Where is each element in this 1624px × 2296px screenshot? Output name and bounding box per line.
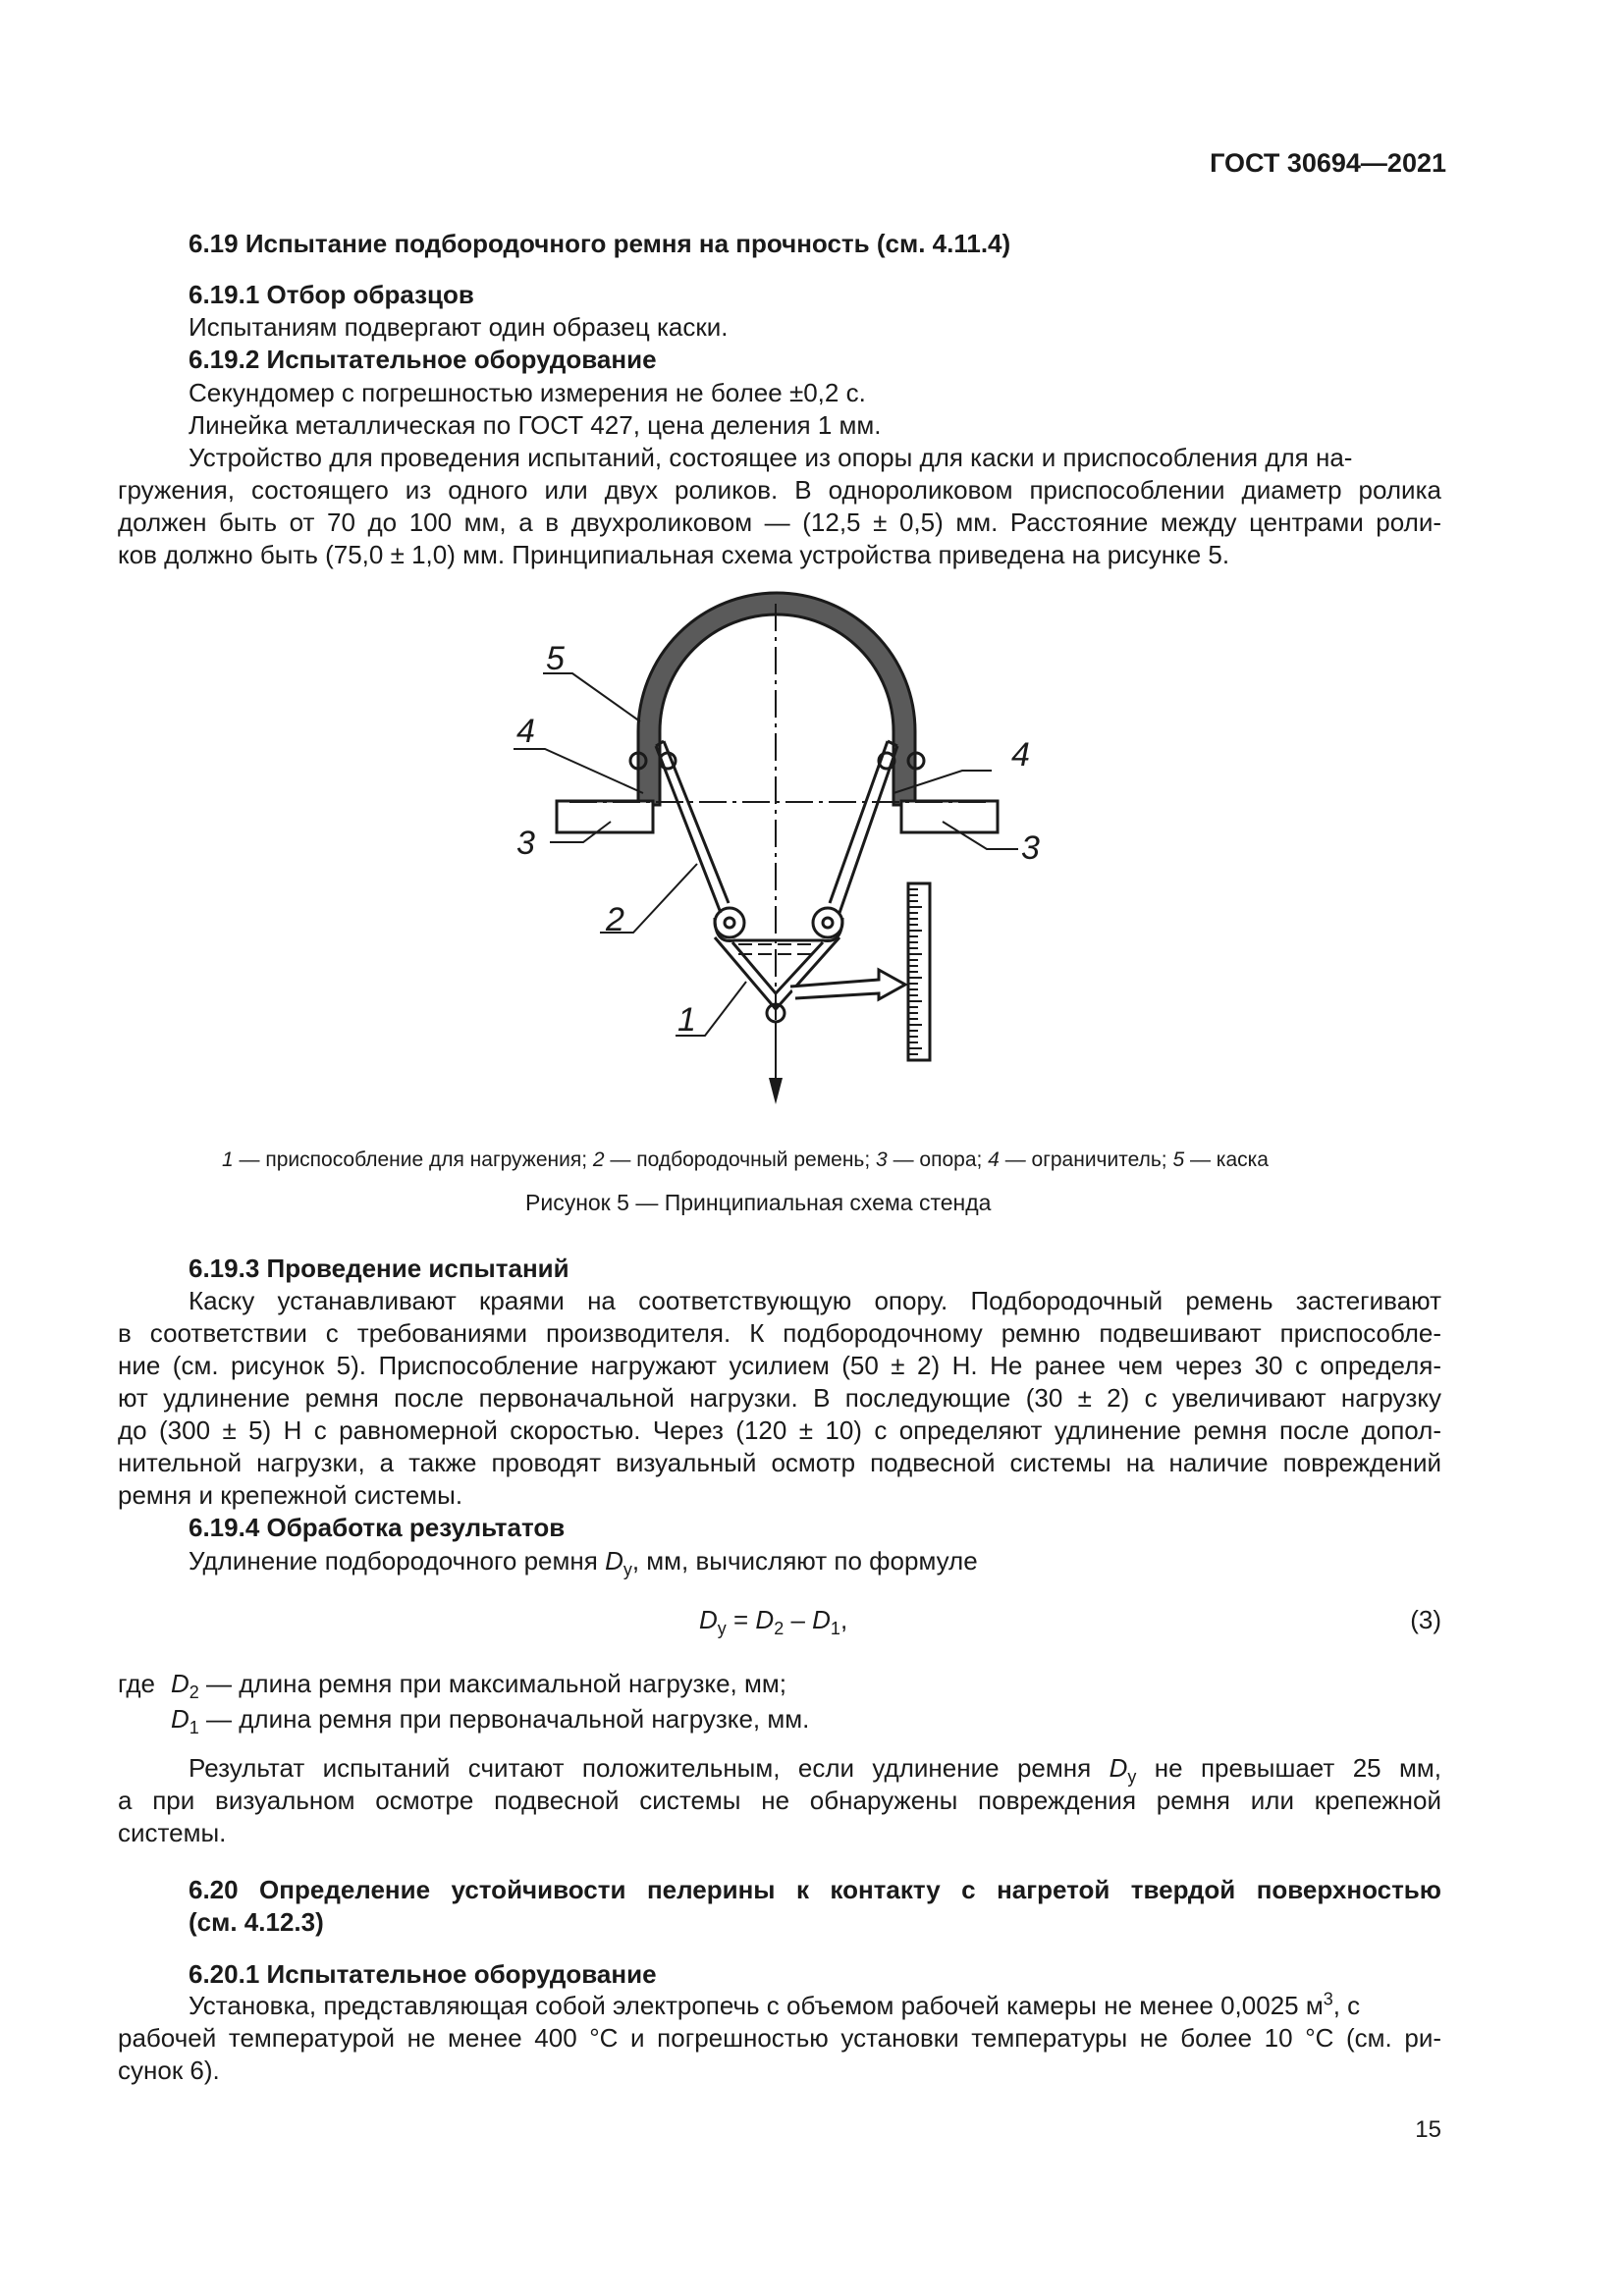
device-paragraph-line: Устройство для проведения испытаний, состоящее из опоры для каски и приспособления для на- (189, 443, 1353, 472)
procedure-line: ние (см. рисунок 5). Приспособление нагружают усилием (50 ± 2) Н. Не ранее чем через 30 с определя- (118, 1351, 1441, 1380)
section-6-19-title: 6.19 Испытание подбородочного ремня на прочность (см. 4.11.4) (189, 229, 1011, 258)
procedure-line: до (300 ± 5) Н с равномерной скоростью. Через (120 ± 10) с определяют удлинение ремня после допол- (118, 1415, 1441, 1445)
page-number: 15 (1415, 2116, 1441, 2143)
device-paragraph-line: гружения, состоящего из одного или двух роликов. В однороликовом приспособлении диаметр ролика (118, 475, 1441, 505)
procedure-line: в соответствии с требованиями производителя. К подбородочному ремню подвешивают приспособле- (118, 1318, 1441, 1348)
support-right (901, 801, 998, 832)
section-6-20-title: 6.20 Определение устойчивости пелерины к контакту с нагретой твердой поверхностью (189, 1875, 1441, 1904)
roller-left (715, 908, 744, 937)
where-label: где (118, 1669, 155, 1698)
equation-number: (3) (1410, 1605, 1441, 1634)
label-4-left: 4 (516, 713, 535, 750)
label-4-right: 4 (1011, 736, 1030, 774)
section-6-19-1-text: Испытаниям подвергают один образец каски. (189, 312, 729, 342)
label-2: 2 (606, 901, 624, 938)
equipment-line: сунок 6). (118, 2056, 220, 2085)
chin-strap-left (656, 741, 729, 913)
device-paragraph-line: должен быть от 70 до 100 мм, а в двухроликовом — (12,5 ± 0,5) мм. Расстояние между центрами роли- (118, 507, 1441, 537)
equipment-line: Установка, представляющая собой электропечь с объемом рабочей камеры не менее 0,0025 $м^3$, с (189, 1989, 1361, 2020)
roller-right (813, 908, 842, 937)
section-6-20-title-cont: (см. 4.12.3) (189, 1907, 324, 1937)
definition-d2: $D_2$ — длина ремня при максимальной нагрузке, мм; (171, 1669, 786, 1703)
load-arrow (769, 1078, 783, 1104)
equipment-line: рабочей температурой не менее 400 °С и погрешностью установки температуры не более 10 °С (см. ри- (118, 2023, 1441, 2053)
procedure-line: ремня и крепежной системы. (118, 1480, 463, 1510)
ruler-line: Линейка металлическая по ГОСТ 427, цена деления 1 мм. (189, 410, 882, 440)
procedure-line: нительной нагрузки, а также проводят визуальный осмотр подвесной системы на наличие повреждений (118, 1448, 1441, 1477)
test-stand-diagram (491, 589, 1041, 1119)
result-line: а при визуальном осмотре подвесной системы не обнаружены повреждения ремня или крепежной (118, 1786, 1441, 1815)
figure-legend: 1 — приспособление для нагружения; 2 — подбородочный ремень; 3 — опора; 4 — ограничитель; 5 — каска (222, 1148, 1269, 1171)
device-paragraph-line: ков должно быть (75,0 ± 1,0) мм. Принципиальная схема устройства приведена на рисунке 5. (118, 540, 1230, 569)
definition-d1: $D_1$ — длина ремня при первоначальной нагрузке, мм. (171, 1704, 810, 1738)
label-1: 1 (677, 1001, 696, 1039)
section-6-20-1-title: 6.20.1 Испытательное оборудование (189, 1959, 657, 1989)
section-6-19-2-title: 6.19.2 Испытательное оборудование (189, 345, 657, 374)
chin-strap-right (830, 741, 897, 913)
stopwatch-line: Секундомер с погрешностью измерения не более ±0,2 с. (189, 378, 866, 407)
result-line: системы. (118, 1818, 227, 1847)
section-6-19-4-title: 6.19.4 Обработка результатов (189, 1513, 566, 1542)
result-line: Результат испытаний считают положительным, если удлинение ремня $D_у$ не превышает 25 мм, (189, 1753, 1441, 1788)
section-6-19-1-title: 6.19.1 Отбор образцов (189, 280, 474, 309)
label-5: 5 (546, 640, 565, 677)
formula-3: $D_у = D_2 - D_1$, (699, 1605, 848, 1639)
section-6-19-3-title: 6.19.3 Проведение испытаний (189, 1254, 569, 1283)
procedure-line: ют удлинение ремня после первоначальной нагрузки. В последующие (30 ± 2) с увеличивают нагрузку (118, 1383, 1441, 1413)
figure-caption: Рисунок 5 — Принципиальная схема стенда (525, 1190, 992, 1215)
procedure-line: Каску устанавливают краями на соответствующую опору. Подбородочный ремень застегивают (189, 1286, 1441, 1315)
label-3-left: 3 (516, 825, 535, 862)
label-3-right: 3 (1021, 829, 1040, 867)
support-left (557, 801, 653, 832)
elongation-intro: Удлинение подбородочного ремня $D_у$, мм, вычисляют по формуле (189, 1546, 978, 1580)
document-header: ГОСТ 30694—2021 (1210, 148, 1446, 178)
